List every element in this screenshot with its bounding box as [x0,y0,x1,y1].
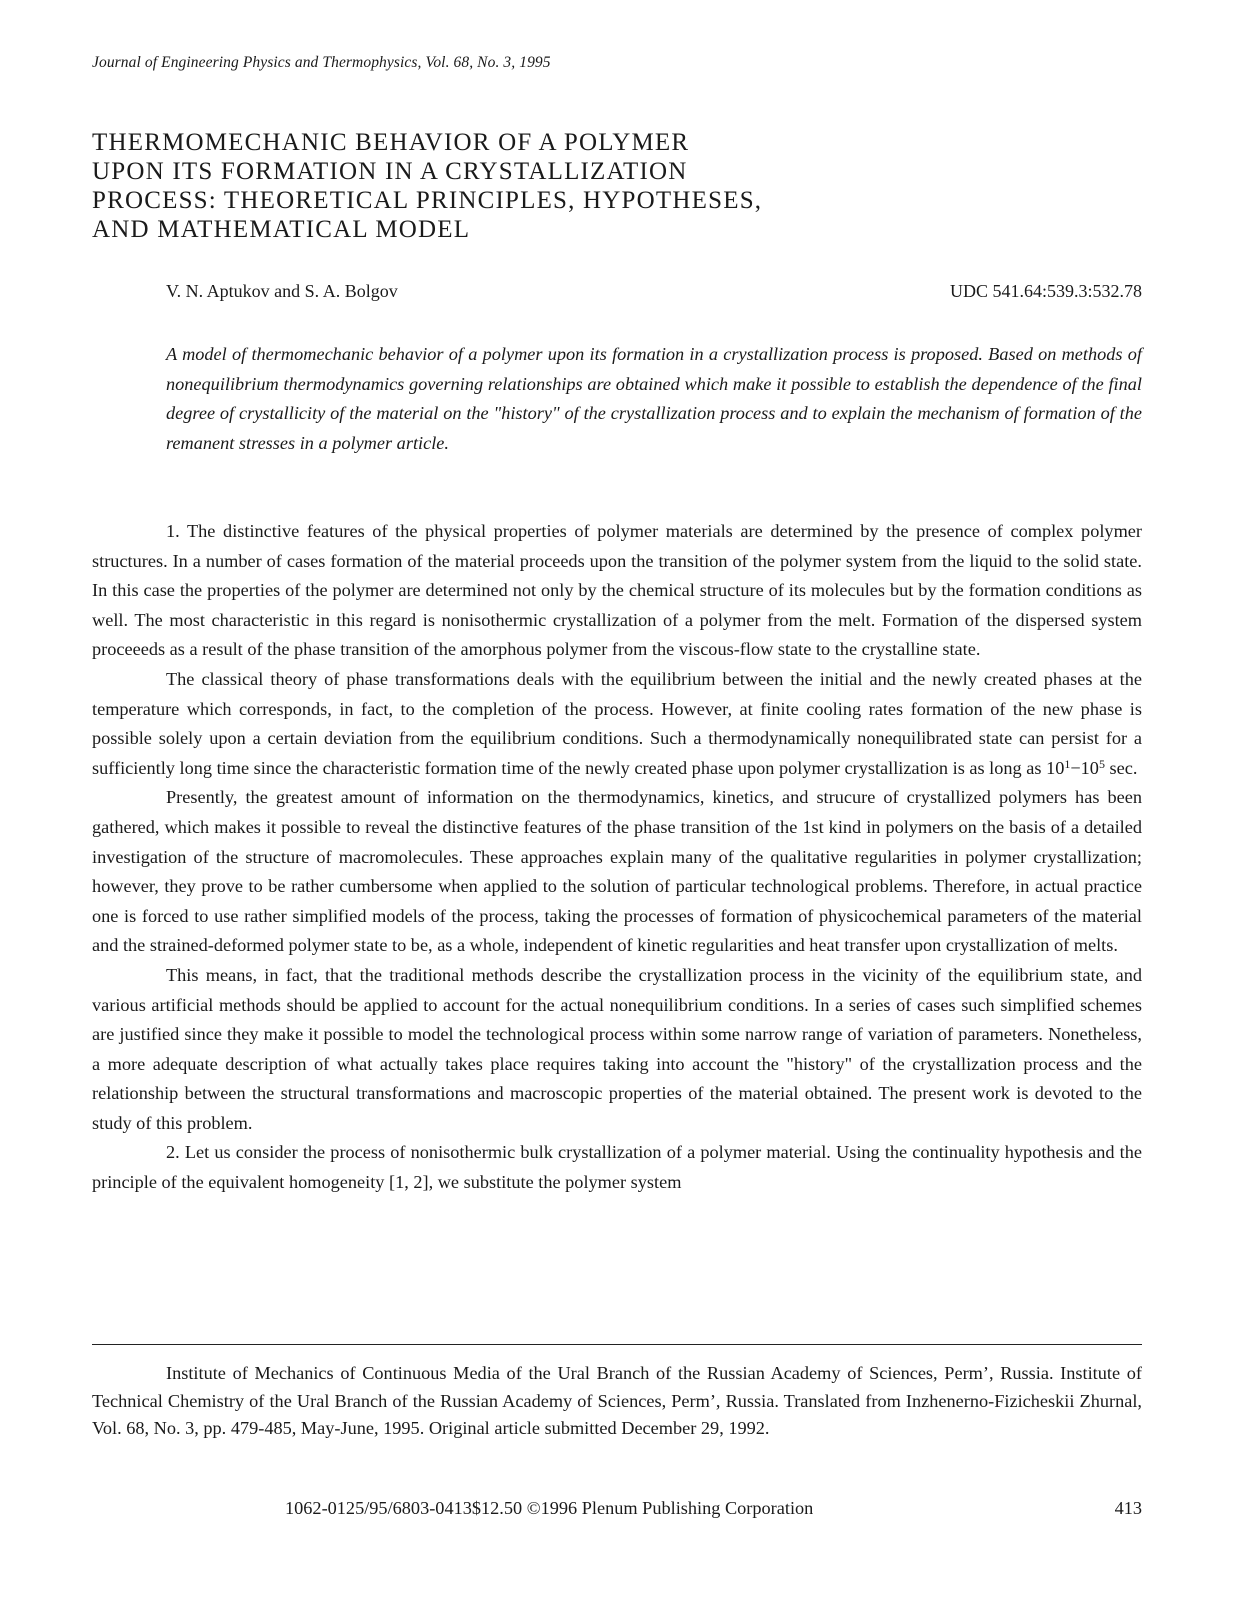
journal-citation: Journal of Engineering Physics and Thermophysics, Vol. 68, No. 3, 1995 [92,54,551,71]
title-line: PROCESS: THEORETICAL PRINCIPLES, HYPOTHESES, [92,187,763,214]
paragraph-4: This means, in fact, that the traditional methods describe the crystallization process in the vicinity of the equilibrium state, and various artificial methods should be applied to account for the actual nonequilibrium conditions. In a series of cases such simplified schemes are justified since they make it possible to model the technological process within some narrow range of variation of parameters. Nonetheless, a more adequate description of what actually takes place requires taking into account the "history" of the crystallization process and the relationship between the structural transformations and macroscopic properties of the material obtained. The present work is devoted to the study of this problem. [92,964,1142,1133]
udc-code: UDC 541.64:539.3:532.78 [949,281,1142,301]
formation-time-range: $10^1-10^5$ [1046,756,1105,778]
abstract: A model of thermomechanic behavior of a polymer upon its formation in a crystallization process is proposed. Based on methods of nonequilibrium thermodynamics governing relationships are obtained which make it possible to establish the dependence of the final degree of crystallicity of the material on the "history" of the crystallization process and to explain the mechanism of formation of the remanent stresses in a polymer article. [166,344,1142,453]
article-title [92,128,852,244]
footnote-divider [92,1344,1142,1345]
title-line: THERMOMECHANIC BEHAVIOR OF A POLYMER [92,129,690,156]
article-body [92,517,1142,1198]
authors: V. N. Aptukov and S. A. Bolgov [166,281,398,301]
footnote: Institute of Mechanics of Continuous Media of the Ural Branch of the Russian Academy of Sciences, Perm’, Russia. Institute of Technical Chemistry of the Ural Branch of the Russian Academy of Sciences, Perm’, Russia. Translated from Inzhenerno-Fizicheskii Zhurnal, Vol. 68, No. 3, pp. 479-485, May-June, 1995. Original article submitted December 29, 1992. [92,1363,1142,1438]
paragraph-5: 2. Let us consider the process of nonisothermic bulk crystallization of a polymer material. Using the continuality hypothesis and the principle of the equivalent homogeneity [1, 2], we substitute the polymer system [92,1142,1142,1193]
time-unit: sec. [1104,757,1138,778]
title-line: AND MATHEMATICAL MODEL [92,216,471,243]
paragraph-1: 1. The distinctive features of the physical properties of polymer materials are determined by the presence of complex polymer structures. In a number of cases formation of the material proceeds upon the transition of the polymer system from the liquid to the solid state. In this case the properties of the polymer are determined not only by the chemical structure of its molecules but by the formation conditions as well. The most characteristic in this regard is nonisothermic crystallization of a polymer from the melt. Formation of the dispersed system proceeeds as a result of the phase transition of the amorphous polymer from the viscous-flow state to the crystalline state. [92,521,1142,660]
paragraph-2 [92,665,1142,783]
title-line: UPON ITS FORMATION IN A CRYSTALLIZATION [92,158,688,185]
paragraph-3: Presently, the greatest amount of information on the thermodynamics, kinetics, and strucure of crystallized polymers has been gathered, which makes it possible to reveal the distinctive features of the phase transition of the 1st kind in polymers on the basis of a detailed investigation of the structure of macromolecules. These approaches explain many of the qualitative regularities in polymer crystallization; however, they prove to be rather cumbersome when applied to the solution of particular technological problems. Therefore, in actual practice one is forced to use rather simplified models of the process, taking the processes of formation of physicochemical parameters of the material and the strained-deformed polymer state to be, as a whole, independent of kinetic regularities and heat transfer upon crystallization of melts. [92,787,1142,956]
paragraph-2-text: The classical theory of phase transformations deals with the equilibrium between the initial and the newly created phases at the temperature which corresponds, in fact, to the completion of the process. However, at finite cooling rates formation of the new phase is possible solely upon a certain deviation from the equilibrium conditions. Such a thermodynamically nonequilibrated state can persist for a sufficiently long time since the characteristic formation time of the newly created phase upon polymer crystallization is as long as [92,668,1142,778]
page-number: 413 [1114,1498,1142,1518]
copyright-line: 1062-0125/95/6803-0413$12.50 ©1996 Plenum Publishing Corporation [285,1498,814,1518]
